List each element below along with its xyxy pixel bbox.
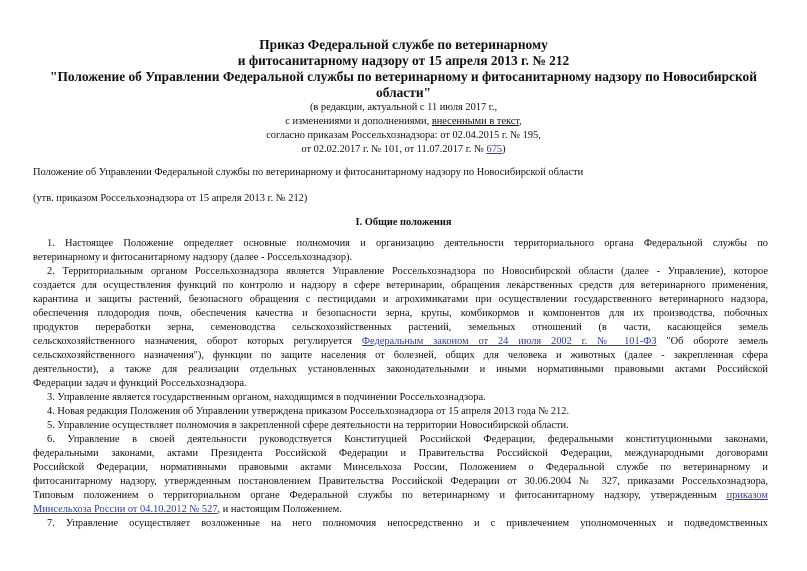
paragraph-2-line bbox=[33, 335, 768, 349]
edition-note-punct: , bbox=[519, 116, 522, 127]
federal-law-101-link[interactable]: Федеральным законом от 24 июля 2002 г. № 101-ФЗ bbox=[361, 336, 657, 347]
paragraph-6-line: 6. Управление в своей деятельности руководствуется Конституцией Российской Федерации, федеральными конституционными законами, bbox=[47, 434, 768, 445]
section-title: I. Общие положения bbox=[355, 217, 452, 228]
edition-note-line-3: согласно приказам Россельхознадзора: от 02.04.2015 г. № 195, bbox=[266, 130, 541, 141]
paragraph-2-line: деятельности), а также для реализации отдельных установленных законодательными и иными нормативными правовыми актами Российской bbox=[33, 364, 768, 375]
paragraph-5: 5. Управление осуществляет полномочия в закрепленной сфере деятельности на территории Новосибирской области. bbox=[47, 420, 569, 431]
paragraph-2-line: обеспечения плодородия почв, обеспечения качества и безопасности зерна, крупы, комбикормов и компонентов для их производства, побочных bbox=[33, 308, 768, 319]
paragraph-2-text: "Об обороте земель bbox=[656, 336, 768, 347]
paragraph-6-line bbox=[33, 489, 768, 503]
edition-note-line-1: (в редакции, актуальной с 11 июля 2017 г., bbox=[309, 102, 498, 113]
edition-note-punct: ) bbox=[502, 144, 506, 155]
paragraph-2-text: сельскохозяйственного назначения, оборот которых регулируется bbox=[33, 336, 362, 347]
paragraph-6-text: , и настоящим Положением. bbox=[217, 504, 342, 515]
paragraph-6-text: Типовым положением о территориальном органе Федеральной службы по ветеринарному и фитосанитарному надзору, утвержденным bbox=[33, 490, 727, 501]
paragraph-6-line bbox=[33, 503, 768, 517]
document-title-line-2: и фитосанитарному надзору от 15 апреля 2013 г. № 212 bbox=[237, 53, 570, 68]
paragraph-2-line: карантина и защиты растений, безопасного обращения с пестицидами и агрохимикатами при осуществлении государственного ветеринарного надзора, bbox=[33, 294, 768, 305]
document-title-line-4: области" bbox=[376, 85, 431, 100]
order-675-link[interactable]: 675 bbox=[486, 144, 503, 155]
paragraph-3: 3. Управление является государственным органом, находящимся в подчинении Россельхознадзора. bbox=[47, 392, 486, 403]
document-title-line-3: "Положение об Управлении Федеральной службы по ветеринарному и фитосанитарному надзору по Новосибирской bbox=[50, 69, 757, 84]
paragraph-2-line: сельскохозяйственного назначения"), функции по защите населения от болезней, общих для человека и животных (далее - закрепленная сфера bbox=[33, 350, 768, 361]
paragraph-1-line: ветеринарному и фитосанитарному надзору (далее - Россельхознадзор). bbox=[33, 252, 353, 263]
paragraph-2-line: Федерации задач и функций Россельхознадзора. bbox=[33, 378, 247, 389]
amendments-link[interactable]: внесенными в текст bbox=[431, 116, 520, 127]
approval-note: (утв. приказом Россельхознадзора от 15 апреля 2013 г. № 212) bbox=[33, 193, 308, 204]
minselkhoz-order-link-cont[interactable]: Минсельхоза России от 04.10.2012 № 527 bbox=[33, 504, 218, 515]
paragraph-6-line: федеральными законами, актами Президента Российской Федерации и Правительства Российской Федерации, международными договорами bbox=[33, 448, 768, 459]
paragraph-2-line: продуктов переработки зерна, семеноводства сельскохозяйственных растений, земельных отношений (в части, касающейся земель bbox=[33, 322, 768, 333]
minselkhoz-order-link[interactable]: приказом bbox=[726, 490, 768, 501]
paragraph-2-line: 2. Территориальным органом Россельхознадзора является Управление Россельхознадзора по Новосибирской области (далее - Управление), которое bbox=[47, 266, 768, 277]
edition-note-line-4 bbox=[0, 143, 807, 157]
paragraph-1-line: 1. Настоящее Положение определяет основные полномочия и организацию деятельности территориального органа Федеральной службы по bbox=[47, 238, 768, 249]
paragraph-2-line: создается для осуществления функций по контролю и надзору в сфере ветеринарии, обращения лекарственных средств для ветеринарного применения, bbox=[33, 280, 768, 291]
paragraph-6-line: Российской Федерации, нормативными правовыми актами Минсельхоза России, Положением о Федеральной службе по ветеринарному и bbox=[33, 462, 768, 473]
document-title-line-1: Приказ Федеральной службе по ветеринарному bbox=[259, 37, 548, 52]
edition-note-text: с изменениями и дополнениями, bbox=[285, 116, 432, 127]
document-body bbox=[33, 237, 768, 531]
paragraph-4: 4. Новая редакция Положения об Управлении утверждена приказом Россельхознадзора от 15 апреля 2013 года № 212. bbox=[47, 406, 570, 417]
edition-note-text: от 02.02.2017 г. № 101, от 11.07.2017 г. № bbox=[301, 144, 487, 155]
edition-note-line-2 bbox=[0, 115, 807, 129]
paragraph-6-line: фитосанитарному надзору, утвержденным постановлением Правительства Российской Федерации от 30.06.2004 № 327, приказами Россельхознадзора, bbox=[33, 476, 768, 487]
regulation-heading: Положение об Управлении Федеральной службы по ветеринарному и фитосанитарному надзору по Новосибирской области bbox=[33, 167, 584, 178]
paragraph-7-line: 7. Управление осуществляет возложенные на него полномочия непосредственно и с привлечением уполномоченных и подведомственных bbox=[47, 518, 768, 529]
